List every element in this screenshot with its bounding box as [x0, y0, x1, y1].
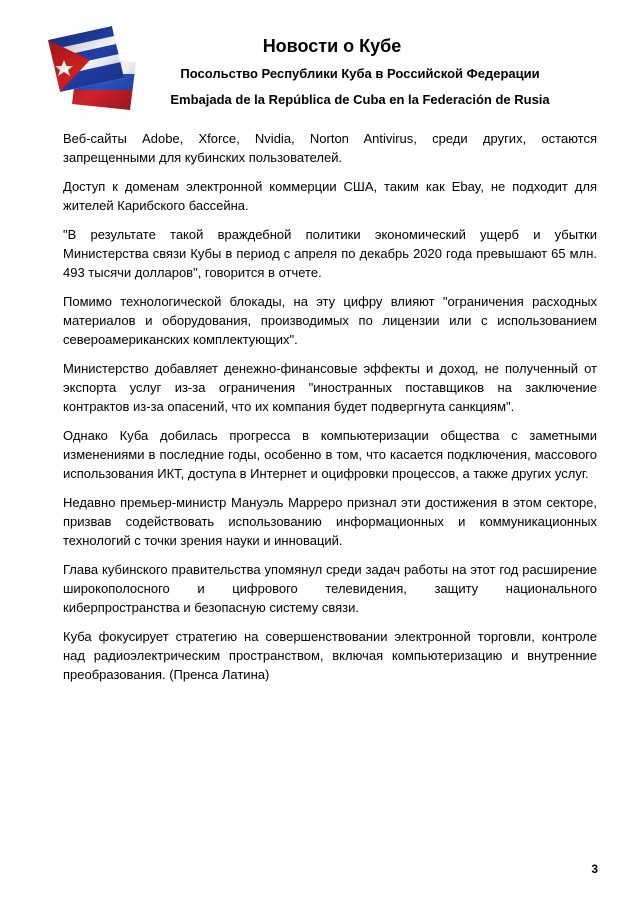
paragraph: Однако Куба добилась прогресса в компьютеризации общества с заметными изменениями в последние годы, особенно в том, что касается подключения, массового использования ИКТ, доступа в Интернет и оцифровки процессов, а также других услуг.: [63, 428, 597, 481]
paragraph: Доступ к доменам электронной коммерции США, таким как Ebay, не подходит для жителей Карибского бассейна.: [63, 179, 597, 213]
paragraph: Недавно премьер-министр Мануэль Марреро признал эти достижения в этом секторе, призвав содействовать использованию информационных и коммуникационных технологий с точки зрения науки и инноваций.: [63, 495, 597, 548]
page-title: Новости о Кубе: [262, 36, 402, 56]
paragraph: Глава кубинского правительства упомянул среди задач работы на этот год расширение широкополосного и цифрового телевидения, защиту национального киберпространства и безопасную систему связи.: [63, 562, 597, 615]
paragraph: Куба фокусирует стратегию на совершенствовании электронной торговли, контроле над радиоэлектрическим пространством, включая компьютеризацию и внутренние преобразования. (Пренса Латина): [63, 629, 597, 682]
article-body: [63, 129, 597, 694]
paragraph: Веб-сайты Adobe, Xforce, Nvidia, Norton Antivirus, среди других, остаются запрещенными для кубинских пользователей.: [63, 131, 597, 165]
paragraph: "В результате такой враждебной политики экономический ущерб и убытки Министерства связи Кубы в период с апреля по декабрь 2020 года превышают 65 млн. 493 тысячи долларов", говорится в отчете.: [63, 227, 597, 280]
embassy-name-spanish: Embajada de la República de Cuba en la Federación de Rusia: [170, 92, 550, 107]
paragraph: Помимо технологической блокады, на эту цифру влияют "ограничения расходных материалов и оборудования, производимых по лицензии или с использованием североамериканских комплектующих".: [63, 294, 597, 347]
paragraph: Министерство добавляет денежно-финансовые эффекты и доход, не полученный от экспорта услуг из-за ограничения "иностранных поставщиков на заключение контрактов из-за опасений, что их компания будет подвергнута санкциям".: [63, 361, 597, 414]
embassy-name-russian: Посольство Республики Куба в Российской Федерации: [180, 66, 540, 81]
page-number: 3: [591, 862, 598, 876]
